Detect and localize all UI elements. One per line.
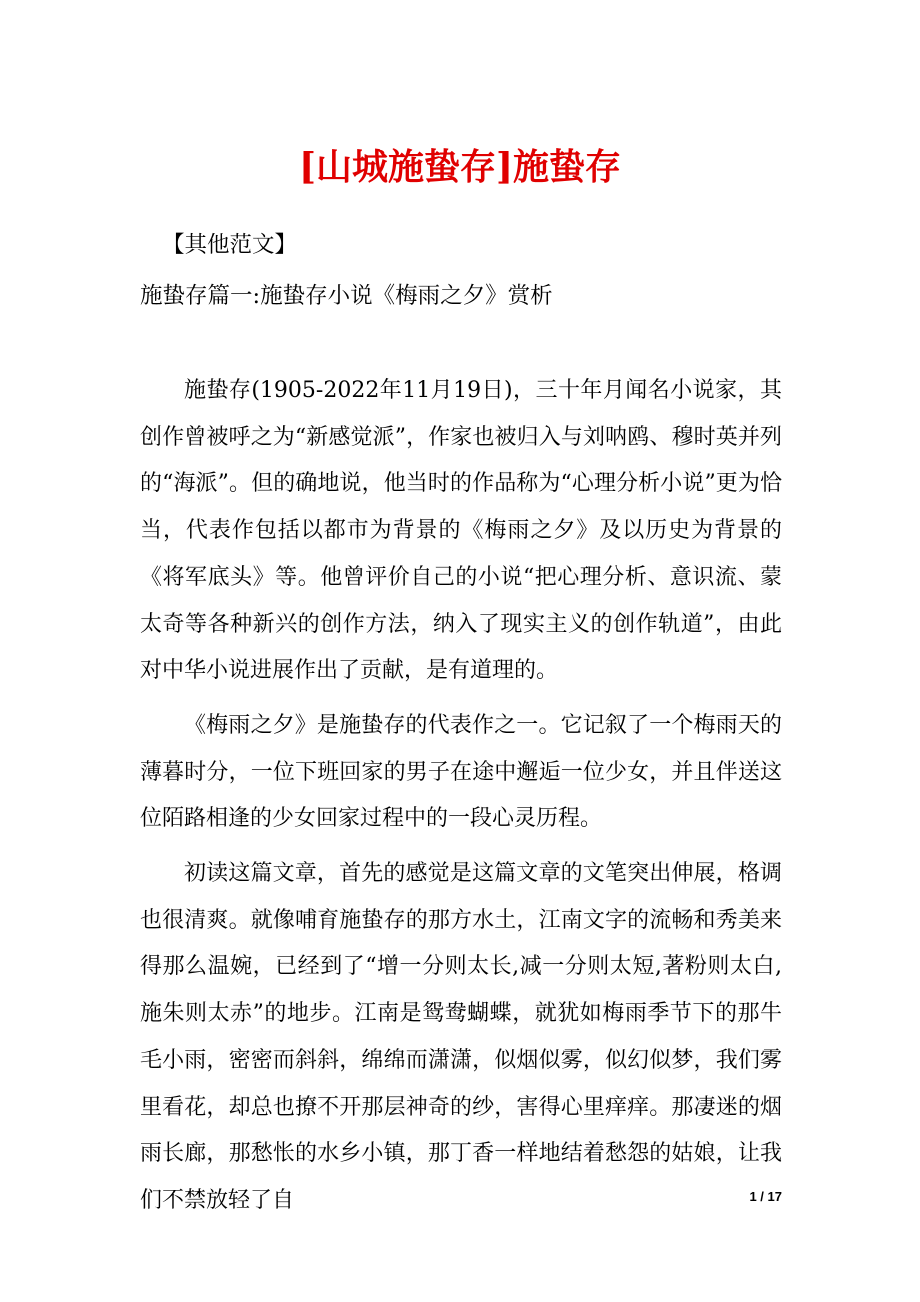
article-subtitle: 施蛰存篇一:施蛰存小说《梅雨之夕》赏析 [140,283,553,309]
body-paragraph-2: 《梅雨之夕》是施蛰存的代表作之一。它记叙了一个梅雨天的薄暮时分，一位下班回家的男子在途中邂逅一位少女，并且伴送这位陌路相逢的少女回家过程中的一段心灵历程。 [140,712,782,832]
document-title: [山城施蛰存]施蛰存 [298,146,622,188]
section-label: 【其他范文】 [162,232,298,258]
article-body [140,368,782,1225]
page-indicator: 1 / 17 [749,1189,782,1204]
body-paragraph-1: 施蛰存(1905-2022年11月19日)，三十年月闻名小说家，其创作曾被呼之为“新感觉派”，作家也被归入与刘呐鸥、穆时英并列的“海派”。但的确地说，他当时的作品称为“心理分析小说”更为恰当，代表作包括以都市为背景的《梅雨之夕》及以历史为背景的《将军底头》等。他曾评价自己的小说“把心理分析、意识流、蒙太奇等各种新兴的创作方法，纳入了现实主义的创作轨道”，由此对中华小说进展作出了贡献，是有道理的。 [140,378,782,684]
body-paragraph-3: 初读这篇文章，首先的感觉是这篇文章的文笔突出伸展，格调也很清爽。就像哺育施蛰存的那方水土，江南文字的流畅和秀美来得那么温婉，已经到了“增一分则太长,减一分则太短,著粉则太白,施朱则太赤”的地步。江南是鸳鸯蝴蝶，就犹如梅雨季节下的那牛毛小雨，密密而斜斜，绵绵而潇潇，似烟似雾，似幻似梦，我们雾里看花，却总也撩不开那层神奇的纱，害得心里痒痒。那凄迷的烟雨长廊，那愁怅的水乡小镇，那丁香一样地结着愁怨的姑娘，让我们不禁放轻了自 [140,861,782,1213]
